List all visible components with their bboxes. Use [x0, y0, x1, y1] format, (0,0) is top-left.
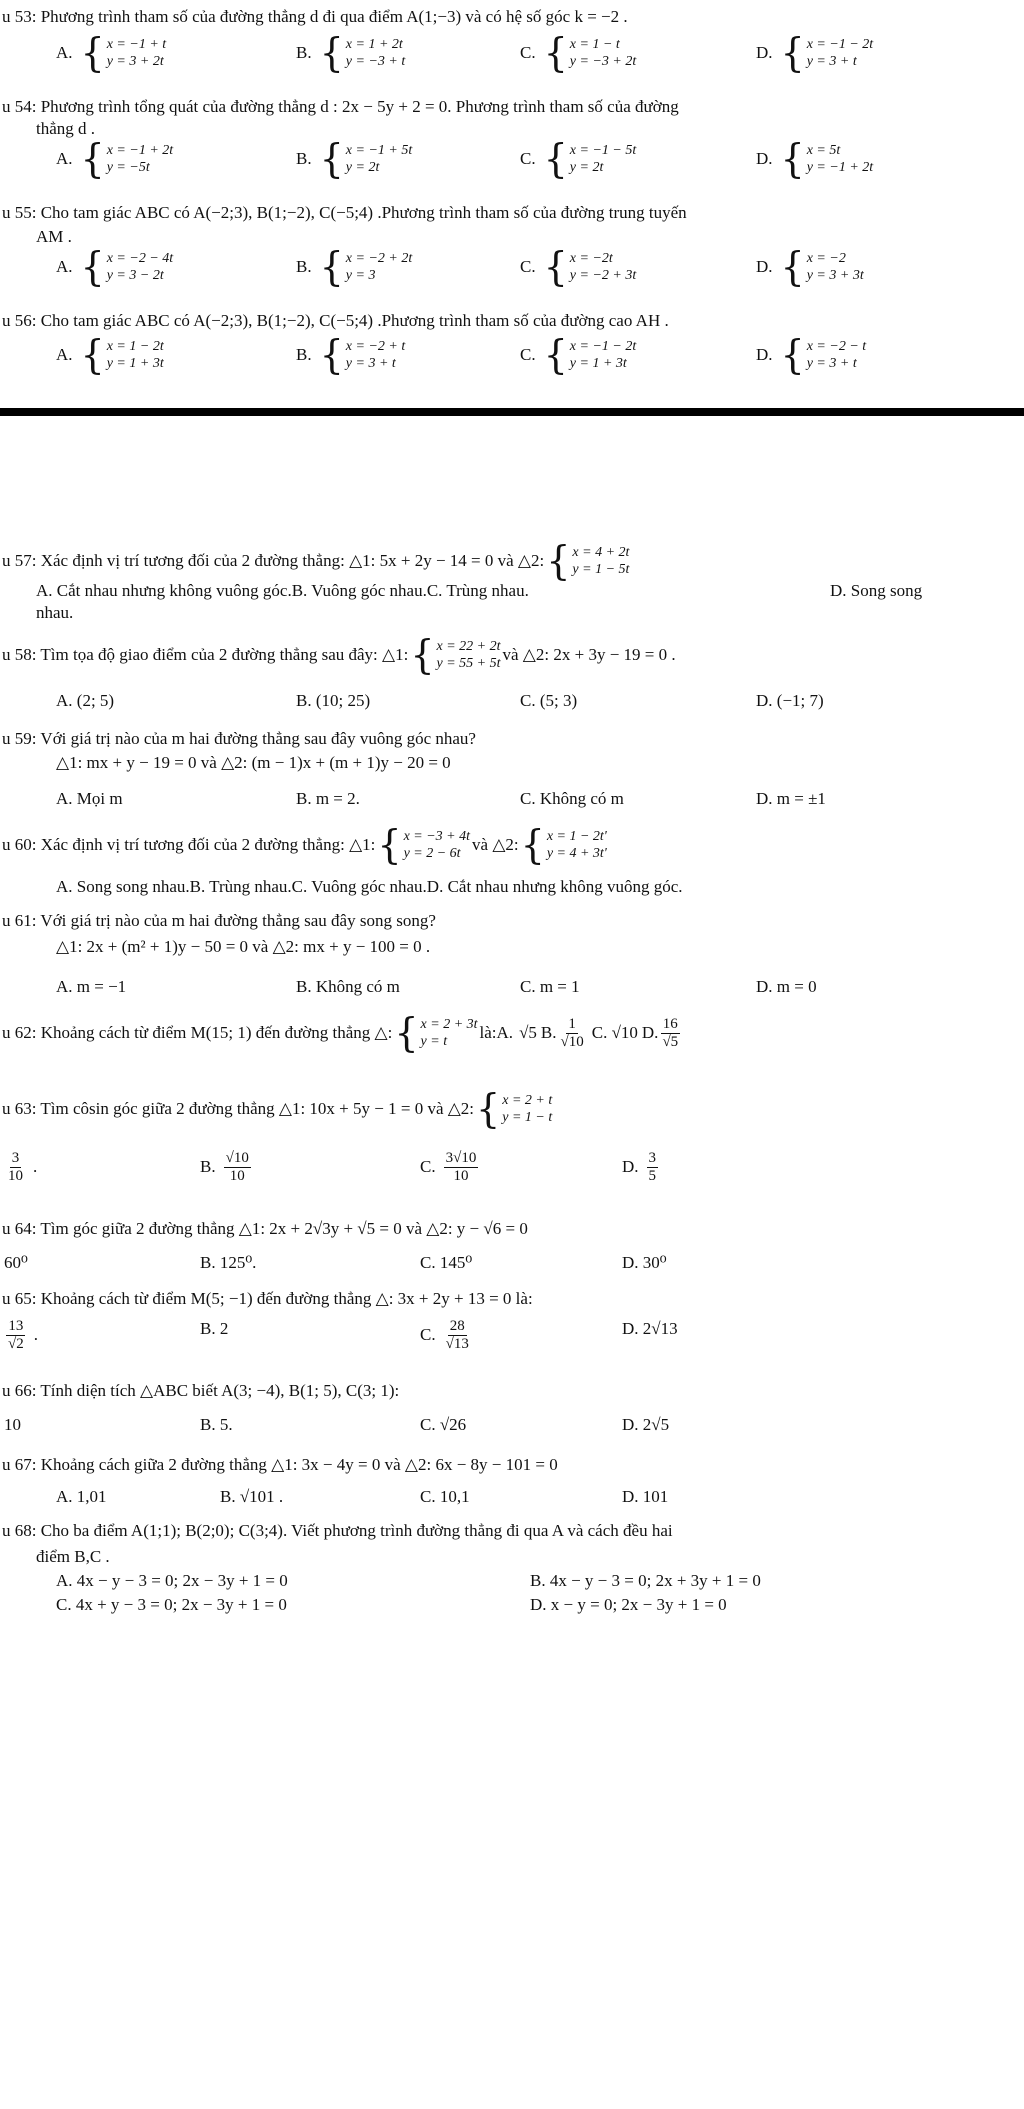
options-63 [0, 1150, 1024, 1200]
options-58 [0, 690, 1024, 716]
option-56-b: B. { x = −2 + t y = 3 + t [296, 331, 406, 379]
option-67-d: D. 101 [622, 1487, 669, 1506]
option-55-d: D. { x = −2 y = 3 + 3t [756, 243, 864, 291]
question-55-line2: AM . [36, 227, 72, 246]
option-53-c: C. { x = 1 − t y = −3 + 2t [520, 29, 637, 77]
question-64: u 64: Tìm góc giữa 2 đường thẳng △1: 2x + 2√3y + √5 = 0 và △2: y − √6 = 0 [2, 1219, 528, 1238]
option-61-d: D. m = 0 [756, 977, 817, 996]
answer-57-d: D. Song song [830, 581, 923, 600]
option-64-c: C. 145⁰ [420, 1253, 473, 1272]
option-63-d: D. $\frac{3}{5}$ [622, 1150, 657, 1184]
option-66-a: 10 [4, 1415, 21, 1434]
option-65-b: B. 2 [200, 1319, 229, 1338]
option-64-a: 60⁰ [4, 1253, 28, 1272]
option-56-d: D. { x = −2 − t y = 3 + t [756, 331, 867, 379]
option-63-a: $\frac{3}{10}$ . [8, 1150, 38, 1184]
option-55-a: A. { x = −2 − 4t y = 3 − 2t [56, 243, 174, 291]
option-61-a: A. m = −1 [56, 977, 127, 996]
option-68-a: A. 4x − y − 3 = 0; 2x − 3y + 1 = 0 [56, 1571, 288, 1590]
question-58: u 58: Tìm tọa độ giao điểm của 2 đường thẳng sau đây: △1: { x = 22 + 2t y = 55 + 5t và △2: 2x + 3y − 19 = 0 . [2, 631, 676, 679]
question-55: u 55: Cho tam giác ABC có A(−2;3), B(1;−2), C(−5;4) .Phương trình tham số của đường trung tuyến [2, 203, 687, 222]
option-65-c: C. $\frac{28}{√13}$ [420, 1318, 469, 1352]
option-63-c: C. $\frac{3√10}{10}$ [420, 1150, 477, 1184]
option-67-c: C. 10,1 [420, 1487, 470, 1506]
options-67 [0, 1486, 1024, 1512]
option-59-b: B. m = 2. [296, 789, 360, 808]
question-61: u 61: Với giá trị nào của m hai đường thẳng sau đây song song? [2, 911, 436, 930]
option-54-b: B. { x = −1 + 5t y = 2t [296, 135, 413, 183]
option-58-b: B. (10; 25) [296, 691, 371, 710]
option-64-b: B. 125⁰. [200, 1253, 257, 1272]
question-63: u 63: Tìm côsin góc giữa 2 đường thẳng △1: 10x + 5y − 1 = 0 và △2: { x = 2 + t y = 1 − t [2, 1085, 553, 1133]
question-68-line2: điểm B,C . [36, 1547, 110, 1566]
question-59-line2: △1: mx + y − 19 = 0 và △2: (m − 1)x + (m + 1)y − 20 = 0 [56, 753, 451, 772]
option-61-b: B. Không có m [296, 977, 400, 996]
question-66: u 66: Tính diện tích △ABC biết A(3; −4), B(1; 5), C(3; 1): [2, 1381, 400, 1400]
question-59: u 59: Với giá trị nào của m hai đường thẳng sau đây vuông góc nhau? [2, 729, 476, 748]
option-67-a: A. 1,01 [56, 1487, 107, 1506]
option-67-b: B. √101 . [220, 1487, 284, 1506]
option-66-c: C. √26 [420, 1415, 467, 1434]
option-59-c: C. Không có m [520, 789, 624, 808]
option-66-b: B. 5. [200, 1415, 233, 1434]
option-61-c: C. m = 1 [520, 977, 580, 996]
question-68: u 68: Cho ba điểm A(1;1); B(2;0); C(3;4). Viết phương trình đường thẳng đi qua A và cách đều hai [2, 1521, 673, 1540]
question-67: u 67: Khoảng cách giữa 2 đường thẳng △1: 3x − 4y = 0 và △2: 6x − 8y − 101 = 0 [2, 1455, 558, 1474]
section-divider [0, 408, 1024, 416]
option-58-a: A. (2; 5) [56, 691, 115, 710]
question-62: u 62: Khoảng cách từ điểm M(15; 1) đến đường thẳng △: { x = 2 + 3t y = t là:A. √5 B. $\frac{1}{√10}$ C. √10 D. $\frac{16}{√5}$ [2, 1009, 679, 1057]
question-54-line2: thẳng d . [36, 119, 96, 138]
option-68-d: D. x − y = 0; 2x − 3y + 1 = 0 [530, 1595, 727, 1614]
option-65-a: $\frac{13}{√2}$ . [8, 1318, 38, 1352]
option-56-c: C. { x = −1 − 2t y = 1 + 3t [520, 331, 637, 379]
option-59-a: A. Mọi m [56, 789, 123, 808]
option-53-a: A. { x = −1 + t y = 3 + 2t [56, 29, 167, 77]
option-68-c: C. 4x + y − 3 = 0; 2x − 3y + 1 = 0 [56, 1595, 287, 1614]
option-54-a: A. { x = −1 + 2t y = −5t [56, 135, 174, 183]
question-61-line2: △1: 2x + (m² + 1)y − 50 = 0 và △2: mx + y − 100 = 0 . [56, 937, 431, 956]
option-55-c: C. { x = −2t y = −2 + 3t [520, 243, 637, 291]
question-53: u 53: Phương trình tham số của đường thẳng d đi qua điểm A(1;−3) và có hệ số góc k = −2 . [2, 7, 628, 26]
answers-57: A. Cắt nhau nhưng không vuông góc.B. Vuông góc nhau.C. Trùng nhau. [36, 581, 529, 600]
option-66-d: D. 2√5 [622, 1415, 670, 1434]
question-60: u 60: Xác định vị trí tương đối của 2 đường thẳng: △1: { x = −3 + 4t y = 2 − 6t và △2: { x = 1 − 2t' y = 4 + 3t' [2, 821, 607, 869]
options-61 [0, 976, 1024, 1002]
option-58-c: C. (5; 3) [520, 691, 578, 710]
options-54 [0, 135, 1024, 190]
option-55-b: B. { x = −2 + 2t y = 3 [296, 243, 413, 291]
answers-60: A. Song song nhau.B. Trùng nhau.C. Vuông góc nhau.D. Cắt nhau nhưng không vuông góc. [56, 877, 683, 896]
option-64-d: D. 30⁰ [622, 1253, 667, 1272]
options-65 [0, 1318, 1024, 1368]
option-59-d: D. m = ±1 [756, 789, 826, 808]
question-65: u 65: Khoảng cách từ điểm M(5; −1) đến đường thẳng △: 3x + 2y + 13 = 0 là: [2, 1289, 533, 1308]
options-56 [0, 331, 1024, 386]
option-53-b: B. { x = 1 + 2t y = −3 + t [296, 29, 406, 77]
question-57: u 57: Xác định vị trí tương đối của 2 đường thẳng: △1: 5x + 2y − 14 = 0 và △2: { x = 4 + 2t y = 1 − 5t [2, 537, 630, 585]
frac-62-d: $\frac{16}{√5}$ [662, 1016, 679, 1050]
option-54-d: D. { x = 5t y = −1 + 2t [756, 135, 874, 183]
option-56-a: A. { x = 1 − 2t y = 1 + 3t [56, 331, 164, 379]
frac-62-b: $\frac{1}{√10}$ [560, 1016, 584, 1050]
option-68-b: B. 4x − y − 3 = 0; 2x + 3y + 1 = 0 [530, 1571, 761, 1590]
question-54: u 54: Phương trình tổng quát của đường thẳng d : 2x − 5y + 2 = 0. Phương trình tham số của đường [2, 97, 679, 116]
option-54-c: C. { x = −1 − 5t y = 2t [520, 135, 637, 183]
option-63-b: B. $\frac{√10}{10}$ [200, 1150, 249, 1184]
options-55 [0, 243, 1024, 298]
option-58-d: D. (−1; 7) [756, 691, 824, 710]
options-64 [0, 1252, 1024, 1278]
question-56: u 56: Cho tam giác ABC có A(−2;3), B(1;−2), C(−5;4) .Phương trình tham số của đường cao AH . [2, 311, 669, 330]
options-59 [0, 788, 1024, 814]
answers-57-line2: nhau. [36, 603, 74, 622]
option-65-d: D. 2√13 [622, 1319, 678, 1338]
options-53 [0, 29, 1024, 84]
option-53-d: D. { x = −1 − 2t y = 3 + t [756, 29, 874, 77]
options-66 [0, 1414, 1024, 1440]
